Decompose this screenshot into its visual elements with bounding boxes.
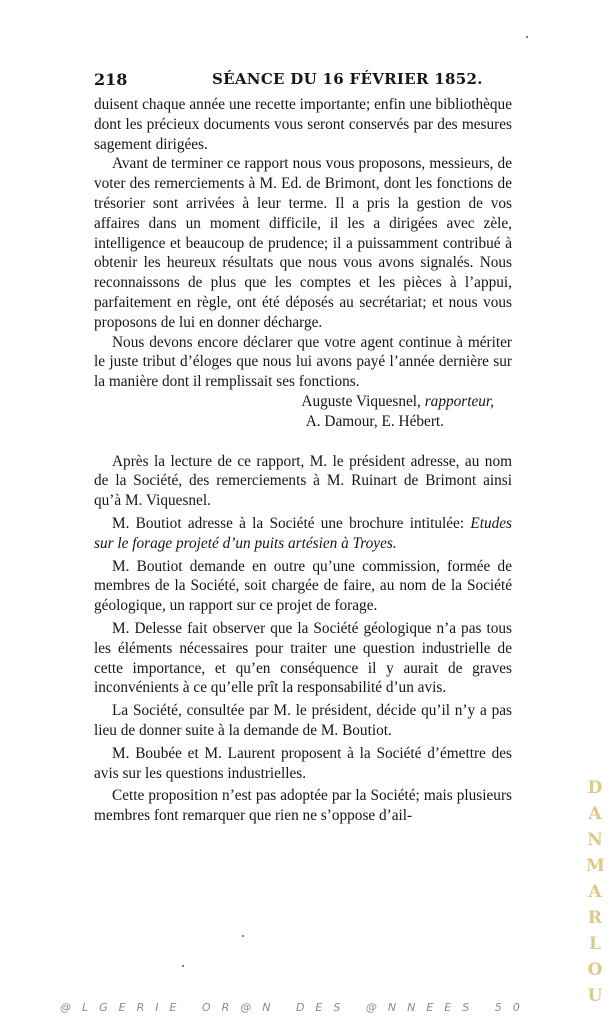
brochure-title: Etudes sur le forage projeté d’un puits artésien à Troyes.	[94, 514, 512, 552]
signatory-role: rapporteur,	[424, 392, 494, 410]
paragraph: Avant de terminer ce rapport nous vous proposons, messieurs, de voter des remerciements à M. Ed. de Brimont, dont les fonctions de trésorier sont arrivées à leur terme. Il a pris la gestion de vos affaires dans un moment difficile, il les a dirigées avec zèle, intelligence et beaucoup de prudence; il a puissamment contribué à obtenir les heureux résultats que nous vous avons signalés. Nous reconnaissons de plus que les comptes et les pièces à l’appui, parfaitement en règle, ont été déposés au secrétariat; et nous vous proposons de lui en donner décharge.	[94, 155, 512, 331]
watermark-letter: N	[587, 830, 603, 850]
signature-line-1	[94, 392, 512, 412]
watermark-letter: O	[587, 960, 603, 980]
watermark-letter: A	[588, 882, 602, 902]
paragraph	[94, 514, 512, 554]
watermark-letter: L	[589, 934, 601, 954]
watermark-letter: M	[586, 856, 605, 876]
scan-speck	[182, 965, 184, 967]
running-title: SÉANCE DU 16 FÉVRIER 1852.	[212, 70, 483, 88]
signatory-name: Auguste Viquesnel,	[301, 392, 421, 410]
paragraph: M. Boubée et M. Laurent proposent à la Société d’émettre des avis sur les questions industrielles.	[94, 744, 512, 782]
page-header	[94, 70, 514, 92]
paragraph: Après la lecture de ce rapport, M. le président adresse, au nom de la Société, des remerciements à M. Ruinart de Brimont ainsi qu’à M. Viquesnel.	[94, 452, 512, 510]
footer-watermark: @LGERIE OR@N DES @NNEES 50	[60, 1001, 531, 1014]
paragraph: M. Boutiot demande en outre qu’une commission, formée de membres de la Société, soit chargée de faire, au nom de la Société géologique, un rapport sur ce projet de forage.	[94, 557, 512, 615]
signature-line-2: A. Damour, E. Hébert.	[305, 412, 444, 430]
watermark-letter: D	[587, 778, 603, 798]
paragraph: La Société, consultée par M. le président, décide qu’il n’y a pas lieu de donner suite à la demande de M. Boutiot.	[94, 702, 512, 739]
scan-speck	[242, 935, 244, 937]
page-number: 218	[94, 70, 128, 89]
side-watermark	[586, 775, 604, 1009]
spacer	[94, 432, 512, 452]
paragraph: Nous devons encore déclarer que votre agent continue à mériter le juste tribut d’éloges que nous lui avons payé l’année dernière sur la manière dont il remplissait ses fonctions.	[94, 333, 512, 391]
watermark-letter: U	[587, 986, 603, 1006]
paragraph-lead: M. Boutiot adresse à la Société une brochure intitulée:	[112, 514, 465, 532]
scan-speck	[526, 36, 528, 38]
body-text	[94, 95, 512, 826]
paragraph: Cette proposition n’est pas adoptée par la Société; mais plusieurs membres font remarquer que rien ne s’oppose d’ail-	[94, 787, 512, 825]
watermark-letter: R	[587, 908, 603, 928]
watermark-letter: A	[588, 804, 602, 824]
paragraph: duisent chaque année une recette importante; enfin une bibliothèque dont les précieux documents vous seront conservés par des mesures sagement dirigées.	[94, 96, 512, 153]
paragraph: M. Delesse fait observer que la Société géologique n’a pas tous les éléments nécessaires pour traiter une question industrielle de cette importance, et qu’en conséquence il y aurait de graves inconvénients à ce qu’elle prît la responsabilité d’un avis.	[94, 619, 512, 697]
